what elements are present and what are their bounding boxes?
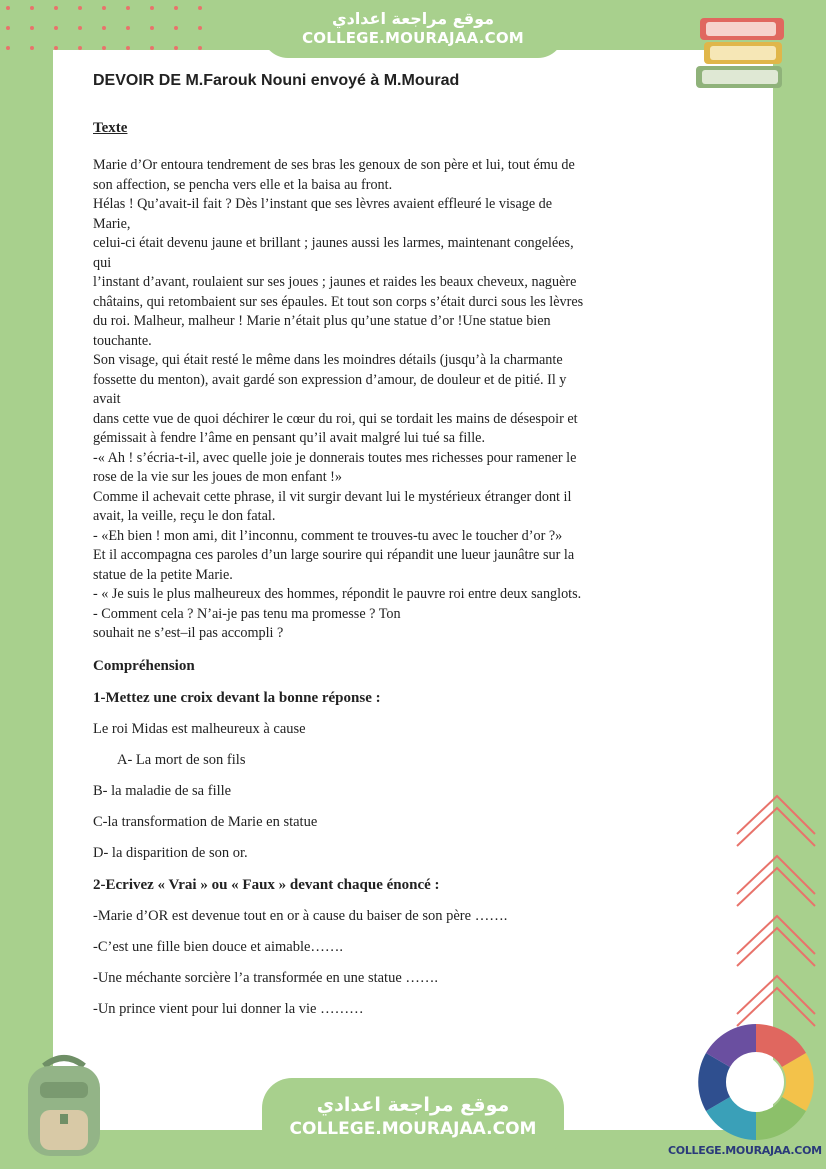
text-line: rose de la vie sur les joues de mon enfant !»: [93, 469, 342, 485]
decorative-dot: [174, 6, 178, 10]
header-banner[interactable]: [262, 4, 564, 58]
text-line: fossette du menton), avait gardé son expression d’amour, de douleur et de pitié. Il y: [93, 371, 567, 388]
text-passage: [93, 156, 673, 644]
decorative-dot: [54, 26, 58, 30]
text-line: Marie d’Or entoura tendrement de ses bras les genoux de son père et lui, tout ému de: [93, 157, 575, 173]
answer-option-c: C-la transformation de Marie en statue: [93, 813, 318, 830]
decorative-dot: [6, 6, 10, 10]
true-false-item: -Un prince vient pour lui donner la vie ………: [93, 1000, 364, 1017]
text-line: - Comment cela ? N’ai-je pas tenu ma promesse ? Ton: [93, 605, 401, 622]
page-title: DEVOIR DE M.Farouk Nouni envoyé à M.Mourad: [93, 72, 460, 89]
text-line: avait, la veille, reçu le don fatal.: [93, 508, 276, 524]
answer-option-d: D- la disparition de son or.: [93, 844, 248, 861]
question-1-title: 1-Mettez une croix devant la bonne réponse :: [93, 689, 381, 706]
text-line: Et il accompagna ces paroles d’un large sourire qui répandit une lueur jaunâtre sur la: [93, 547, 575, 563]
decorative-dot: [150, 26, 154, 30]
footer-site-url[interactable]: COLLEGE.MOURAJAA.COM: [289, 1119, 537, 1139]
decorative-dot: [126, 26, 130, 30]
text-line: Hélas ! Qu’avait-il fait ? Dès l’instant que ses lèvres avaient effleuré le visage de: [93, 196, 553, 212]
decorative-dot: [198, 6, 202, 10]
text-line: gémissait à fendre l’âme en pensant qu’il avait malgré lui tué sa fille.: [93, 430, 485, 446]
true-false-item: -Marie d’OR est devenue tout en or à cause du baiser de son père …….: [93, 907, 508, 924]
answer-option-a: A- La mort de son fils: [117, 751, 246, 768]
books-stack-icon: [692, 10, 792, 96]
true-false-item: -C’est une fille bien douce et aimable…….: [93, 938, 344, 955]
decorative-dot: [30, 6, 34, 10]
text-line: son affection, se pencha vers elle et la baisa au front.: [93, 176, 393, 193]
decorative-dot: [150, 6, 154, 10]
question-1-stem: Le roi Midas est malheureux à cause: [93, 720, 306, 737]
decorative-dot: [54, 6, 58, 10]
decorative-dot: [30, 46, 34, 50]
decorative-dot: [30, 26, 34, 30]
footer-arabic-title: موقع مراجعة اعدادي: [316, 1094, 510, 1116]
texte-heading: Texte: [93, 120, 128, 136]
text-line: avait: [93, 391, 121, 407]
answer-option-b: B- la maladie de sa fille: [93, 782, 232, 799]
question-2-title: 2-Ecrivez « Vrai » ou « Faux » devant chaque énoncé :: [93, 876, 440, 893]
text-line: l’instant d’avant, roulaient sur ses joues ; jaunes et raides les beaux cheveux, naguère: [93, 274, 577, 290]
comprehension-heading: Compréhension: [93, 657, 195, 674]
decorative-dot: [126, 6, 130, 10]
chevron-up-decoration-icon: [733, 790, 819, 1030]
site-logo-wheel-icon: [694, 1020, 818, 1144]
text-line: statue de la petite Marie.: [93, 566, 233, 583]
text-line: - «Eh bien ! mon ami, dit l’inconnu, comment te trouves-tu avec le toucher d’or ?»: [93, 527, 563, 544]
text-line: - « Je suis le plus malheureux des hommes, répondit le pauvre roi entre deux sanglots.: [93, 586, 582, 602]
true-false-item: -Une méchante sorcière l’a transformée en une statue …….: [93, 969, 439, 986]
decorative-dot: [6, 26, 10, 30]
decorative-dot: [78, 6, 82, 10]
decorative-dot: [174, 26, 178, 30]
header-site-url[interactable]: COLLEGE.MOURAJAA.COM: [302, 29, 524, 47]
text-line: Comme il achevait cette phrase, il vit surgir devant lui le mystérieux étranger dont il: [93, 488, 572, 505]
text-line: Son visage, qui était resté le même dans les moindres détails (jusqu’à la charmante: [93, 352, 563, 368]
text-line: châtains, qui retombaient sur ses épaules. Et tout son corps s’était durci sous les lèvres: [93, 293, 584, 310]
document-content: [93, 70, 673, 1019]
text-line: celui-ci était devenu jaune et brillant ; jaunes aussi les larmes, maintenant congelées,: [93, 235, 574, 251]
decorative-dot: [198, 26, 202, 30]
text-line: Marie,: [93, 215, 131, 232]
text-line: souhait ne s’est–il pas accompli ?: [93, 625, 284, 641]
text-line: qui: [93, 254, 112, 271]
text-line: dans cette vue de quoi déchirer le cœur du roi, qui se tordait les mains de désespoir et: [93, 410, 578, 427]
logo-brand-text[interactable]: COLLEGE.MOURAJAA.COM: [668, 1144, 822, 1157]
decorative-dot: [102, 6, 106, 10]
text-line: -« Ah ! s’écria-t-il, avec quelle joie je donnerais toutes mes richesses pour ramener le: [93, 449, 577, 466]
text-line: touchante.: [93, 332, 152, 349]
decorative-dot: [78, 26, 82, 30]
text-line: du roi. Malheur, malheur ! Marie n’était plus qu’une statue d’or !Une statue bien: [93, 313, 551, 329]
decorative-dot: [6, 46, 10, 50]
header-arabic-title: موقع مراجعة اعدادي: [331, 9, 495, 28]
backpack-icon: [14, 1052, 114, 1160]
footer-banner[interactable]: [262, 1078, 564, 1158]
decorative-dot: [102, 26, 106, 30]
